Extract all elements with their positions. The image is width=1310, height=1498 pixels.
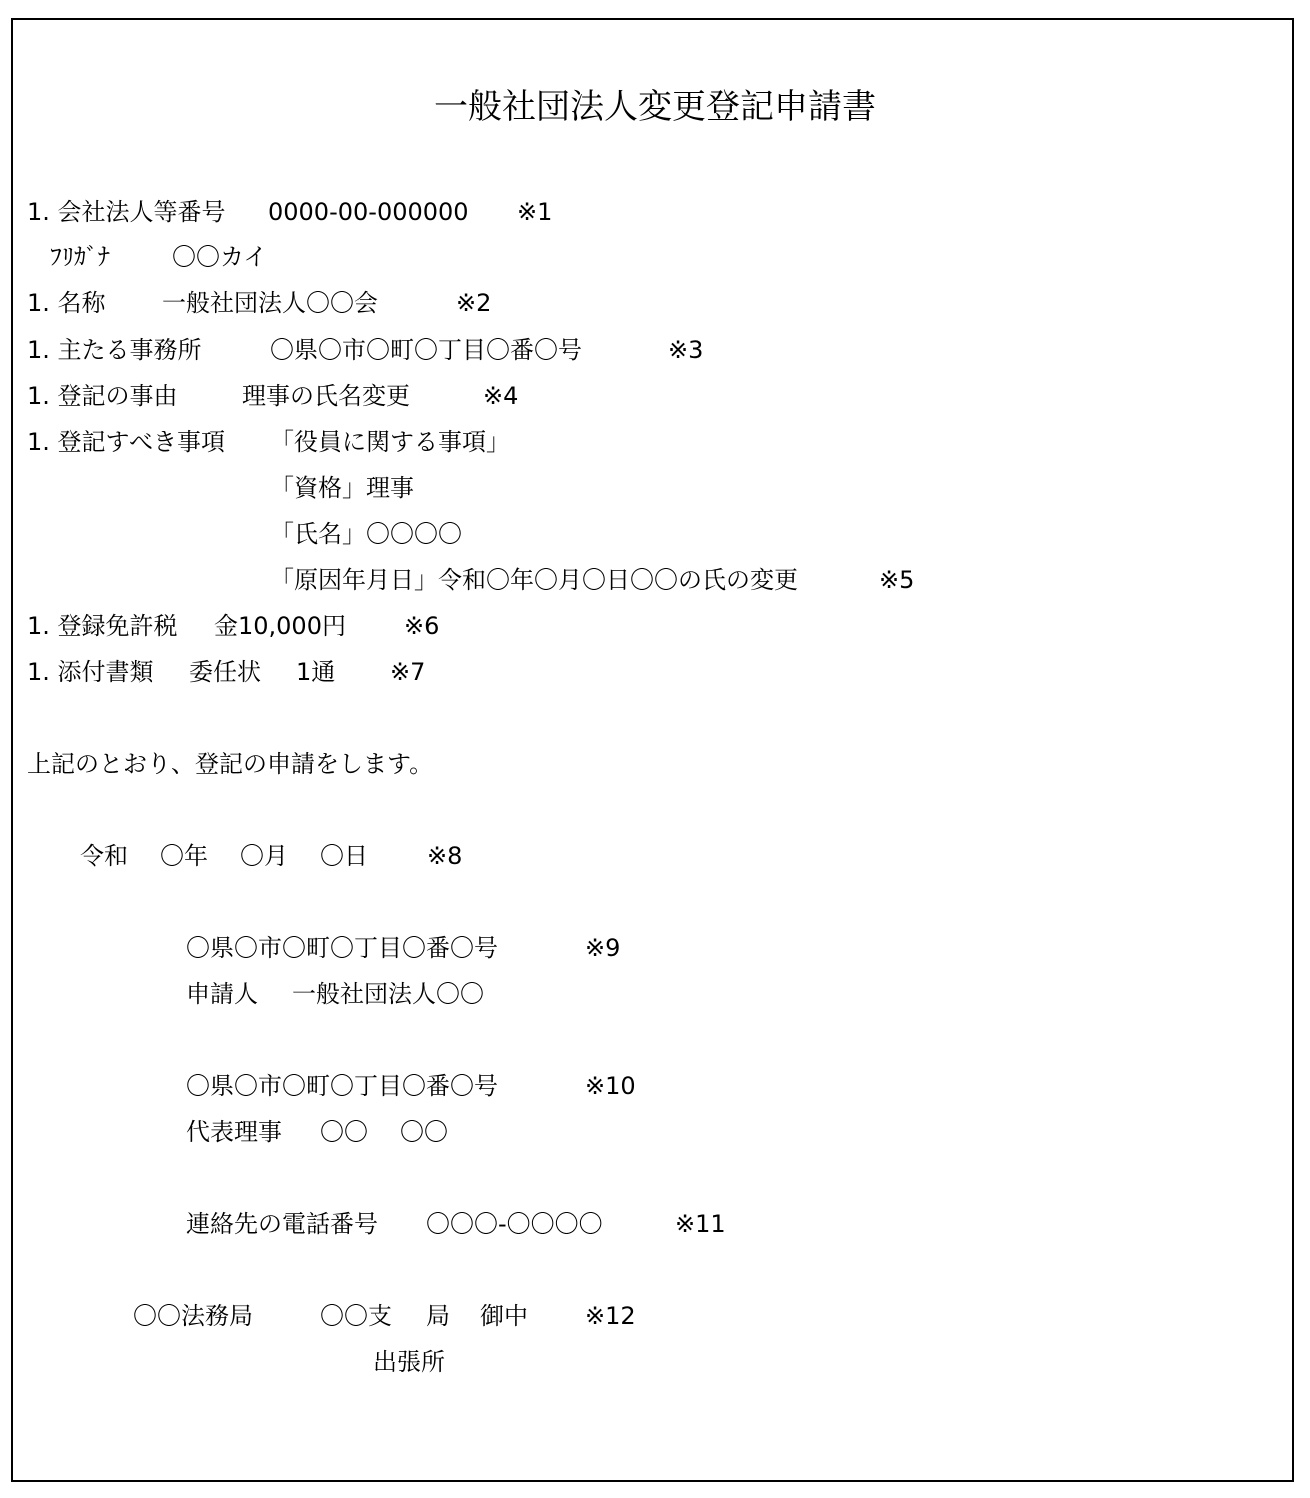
statement: 上記のとおり、登記の申請をします。 bbox=[27, 750, 434, 778]
reason-label: 1. 登記の事由 bbox=[27, 382, 178, 410]
items-line: 「役員に関する事項」 bbox=[270, 428, 510, 456]
main-office-value: 〇県〇市〇町〇丁目〇番〇号 bbox=[270, 336, 582, 364]
date-year: 〇年 bbox=[160, 842, 208, 870]
items-line: 「資格」理事 bbox=[270, 474, 414, 502]
applicant-name: 一般社団法人〇〇 bbox=[292, 980, 484, 1008]
tax-value: 金10,000円 bbox=[214, 612, 346, 640]
office-onchu: 御中 bbox=[480, 1302, 528, 1330]
office-note: ※12 bbox=[585, 1302, 636, 1330]
name-value: 一般社団法人〇〇会 bbox=[162, 289, 378, 317]
main-office-label: 1. 主たる事務所 bbox=[27, 336, 202, 364]
name-note: ※2 bbox=[456, 289, 492, 317]
tax-note: ※6 bbox=[404, 612, 440, 640]
applicant-note: ※9 bbox=[585, 934, 621, 962]
company-number-value: 0000-00-000000 bbox=[268, 198, 469, 226]
date-era: 令和 bbox=[80, 842, 128, 870]
furigana-value: 〇〇カイ bbox=[172, 243, 268, 271]
representative-address: 〇県〇市〇町〇丁目〇番〇号 bbox=[186, 1072, 498, 1100]
office-bureau: 〇〇法務局 bbox=[133, 1302, 253, 1330]
representative-note: ※10 bbox=[585, 1072, 636, 1100]
items-line: 「氏名」〇〇〇〇 bbox=[270, 520, 462, 548]
tax-label: 1. 登録免許税 bbox=[27, 612, 178, 640]
applicant-label: 申請人 bbox=[186, 980, 258, 1008]
items-label: 1. 登記すべき事項 bbox=[27, 428, 226, 456]
date-day: 〇日 bbox=[320, 842, 368, 870]
attachments-note: ※7 bbox=[390, 658, 426, 686]
reason-note: ※4 bbox=[483, 382, 519, 410]
furigana-label: ﾌﾘｶﾞﾅ bbox=[50, 243, 110, 271]
attachments-value: 委任状 bbox=[189, 658, 261, 686]
company-number-label: 1. 会社法人等番号 bbox=[27, 198, 226, 226]
representative-given-name: 〇〇 bbox=[400, 1118, 448, 1146]
date-note: ※8 bbox=[427, 842, 463, 870]
applicant-address: 〇県〇市〇町〇丁目〇番〇号 bbox=[186, 934, 498, 962]
document-title: 一般社団法人変更登記申請書 bbox=[434, 87, 876, 127]
name-label: 1. 名称 bbox=[27, 289, 106, 317]
items-line: 「原因年月日」令和〇年〇月〇日〇〇の氏の変更 bbox=[270, 566, 798, 594]
phone-note: ※11 bbox=[675, 1210, 726, 1238]
date-month: 〇月 bbox=[240, 842, 288, 870]
office-kyoku: 局 bbox=[426, 1302, 450, 1330]
phone-label: 連絡先の電話番号 bbox=[186, 1210, 378, 1238]
reason-value: 理事の氏名変更 bbox=[242, 382, 410, 410]
representative-surname: 〇〇 bbox=[320, 1118, 368, 1146]
office-branch: 〇〇支 bbox=[320, 1302, 392, 1330]
office-sub: 出張所 bbox=[373, 1348, 445, 1376]
company-number-note: ※1 bbox=[517, 198, 553, 226]
main-office-note: ※3 bbox=[668, 336, 704, 364]
attachments-label: 1. 添付書類 bbox=[27, 658, 154, 686]
attachments-count: 1通 bbox=[296, 658, 336, 686]
phone-value: 〇〇〇-〇〇〇〇 bbox=[426, 1210, 603, 1238]
representative-label: 代表理事 bbox=[186, 1118, 282, 1146]
items-note: ※5 bbox=[879, 566, 915, 594]
